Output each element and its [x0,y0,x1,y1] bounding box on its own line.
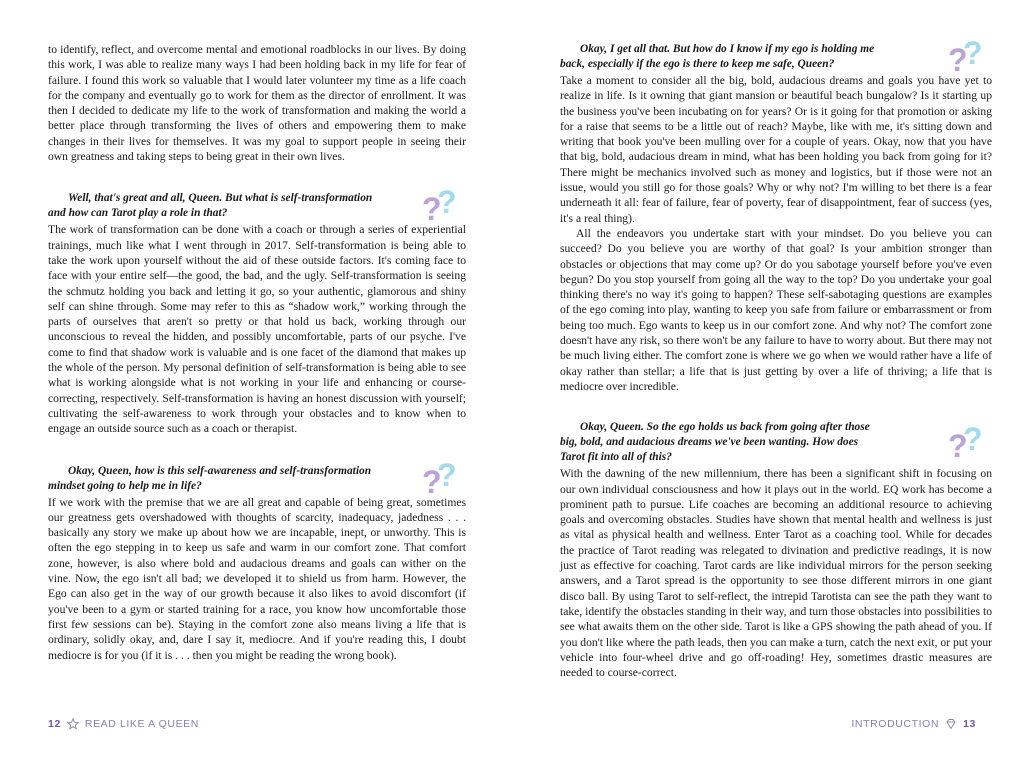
question-block-mindset [48,464,466,494]
right-page [512,0,1024,768]
question-block-ego [560,42,992,72]
chapter-title: INTRODUCTION [851,718,940,730]
footer-left [48,718,199,730]
footer-right [851,718,976,730]
page-number: 12 [48,718,61,730]
question-heading: Okay, Queen, how is this self-awareness and self-transformation mindset going to help me in life? [48,464,372,492]
diamond-outline-icon [945,718,957,730]
question-marks-icon [420,189,460,225]
question-marks-icon [946,426,986,462]
question-marks-icon [946,40,986,76]
page-number: 13 [963,718,976,730]
left-column [48,42,466,663]
question-heading: Okay, Queen. So the ego holds us back from going after those big, bold, and audacious dreams we've been wanting. How does Tarot fit into all of this? [560,421,870,464]
answer-paragraph: The work of transformation can be done with a coach or through a series of experiential trainings, much like what I went through in 2017. Self-transformation is being able to take the work upon yourself without the aid of these outside factors. It's coming face to face with your entire self—the good, the bad, and the ugly. Self-transformation is seeing the schmutz holding you back and letting it go, so your authentic, glamorous and shiny self can shine through. Some may refer to this as “shadow work,” working through the parts of ourselves that aren't so pretty or that hold us back, working through our unconscious to reveal the hidden, and possibly uncomfortable, parts of our psyche. I've come to find that shadow work is valuable and is one facet of the diamond that makes up the whole of the person. My personal definition of self-transformation is being able to see what is working alongside what is not working in your life and enhancing or course-correcting, respectively. Self-transformation is having an honest discussion with yourself; cultivating the self-awareness to work through your obstacles and to know when to engage an outside source such as a coach or therapist. [48,223,466,436]
intro-paragraph: to identify, reflect, and overcome mental and emotional roadblocks in our lives. By doing this work, I was able to realize many ways I had been holding back in my life for fear of failure. I found this work so valuable that I would later volunteer my time as a life coach for the company and eventually go to work for them as the director of enrollment. It was then I decided to dedicate my life to the work of transformation and making the world a better place through transforming the lives of others and empowering them to make changes in their lives for themselves. It was my goal to support people in seeing their own greatness and taking steps to being great in their own lives. [48,43,466,164]
right-column [560,42,992,680]
question-block-tarot [560,420,992,465]
question-heading: Well, that's great and all, Queen. But what is self-transformation and how can Tarot play a role in that? [48,192,373,220]
question-marks-icon [420,462,460,498]
answer-paragraph: With the dawning of the new millennium, there has been a significant shift in focusing on our own individual consciousness and how it plays out in the world. EQ work has become a prominent path to pursue. Life coaches are becoming an additional resource to achieving goals and overcoming obstacles. Studies have shown that mental health and wellness is just as vital as physical health and wellness. Enter Tarot as a coaching tool. While for decades the practice of Tarot reading was relegated to divination and predictive readings, it is now just as effective for coaching. Tarot cards are like individual mirrors for the person seeking answers, and a Tarot spread is the opportunity to see those different mirrors in one giant disco ball. By using Tarot to self-reflect, the intrepid Tarotista can see the path they want to take, identify the obstacles standing in their way, and turn those obstacles into possibilities to see what awaits them on the other side. Tarot is like a GPS showing the path ahead of you. If you don't like where the path leads, then you can make a turn, catch the next exit, or put your vehicle into four-wheel drive and go off-roading! Hey, sometimes drastic measures are needed to course-correct. [560,467,992,680]
question-block-self-transformation [48,191,466,221]
answer-paragraph: If we work with the premise that we are all great and capable of being great, sometimes our greatness gets overshadowed with thoughts of scarcity, inadequacy, jadedness . . . basically any story we make up about how we are incapable, inept, or unworthy. This is often the ego stepping in to keep us safe and warm in our comfort zone. That comfort zone, however, is also where bold and audacious dreams and goals can wither on the vine. Now, the ego isn't all bad; we developed it to shield us from harm. However, the Ego can also get in the way of our growth because it also likes to avoid discomfort (if you've been to a gym or started training for a race, you know how uncomfortable those first few sessions can be). Staying in the comfort zone also means living a life that is ordinary, solidly okay, and, dare I say it, mediocre. And if you're reading this, I doubt mediocre is for you (if it is . . . then you might be reading the wrong book). [48,495,466,662]
answer-paragraph: Take a moment to consider all the big, bold, audacious dreams and goals you have yet to realize in life. Is it owning that giant mansion or beautiful beach bungalow? Is it starting up the business you've been incubating on for years? Or is it going for that promotion or asking for a raise that seems to be a little out of reach? Maybe, like with me, it's sitting down and writing that book you've been mulling over for a couple of years. Okay, now that you have that big, bold, audacious dream in mind, what has been holding you back from going for it? There might be mechanics involved such as money and logistics, but if those were not an issue, would you still go for those goals? Why or why not? I'm willing to bet there is a fear underneath it all: fear of failure, fear of poverty, fear of disappointment, fear of success (yes, it's a real thing). [560,74,992,225]
answer-paragraph: All the endeavors you undertake start with your mindset. Do you believe you can succeed? Do you believe you are worthy of that goal? Is your ambition stronger than obstacles or objections that may come up? Or do you sabotage yourself before you've even begun? Do you stop yourself from going all the way to the top? Do you undertake your goal thinking there's no way it's going to happen? These self-sabotaging questions are examples of the ego coming into play, wanting to keep you safe from failure or embarrassment or from being too much. Ego wants to keep us in our comfort zone. And why not? The comfort zone doesn't have any risk, so there won't be any failure to have to worry about. But there may not be much living either. The comfort zone is where we go when we would rather have a life of okay rather than stellar; a life that is just getting by over a life of thriving; a life that is mediocre over incredible. [560,226,992,393]
book-title: READ LIKE A QUEEN [84,718,199,730]
star-outline-icon [67,718,79,730]
question-heading: Okay, I get all that. But how do I know if my ego is holding me back, especially if the ego is there to keep me safe, Queen? [560,43,875,70]
